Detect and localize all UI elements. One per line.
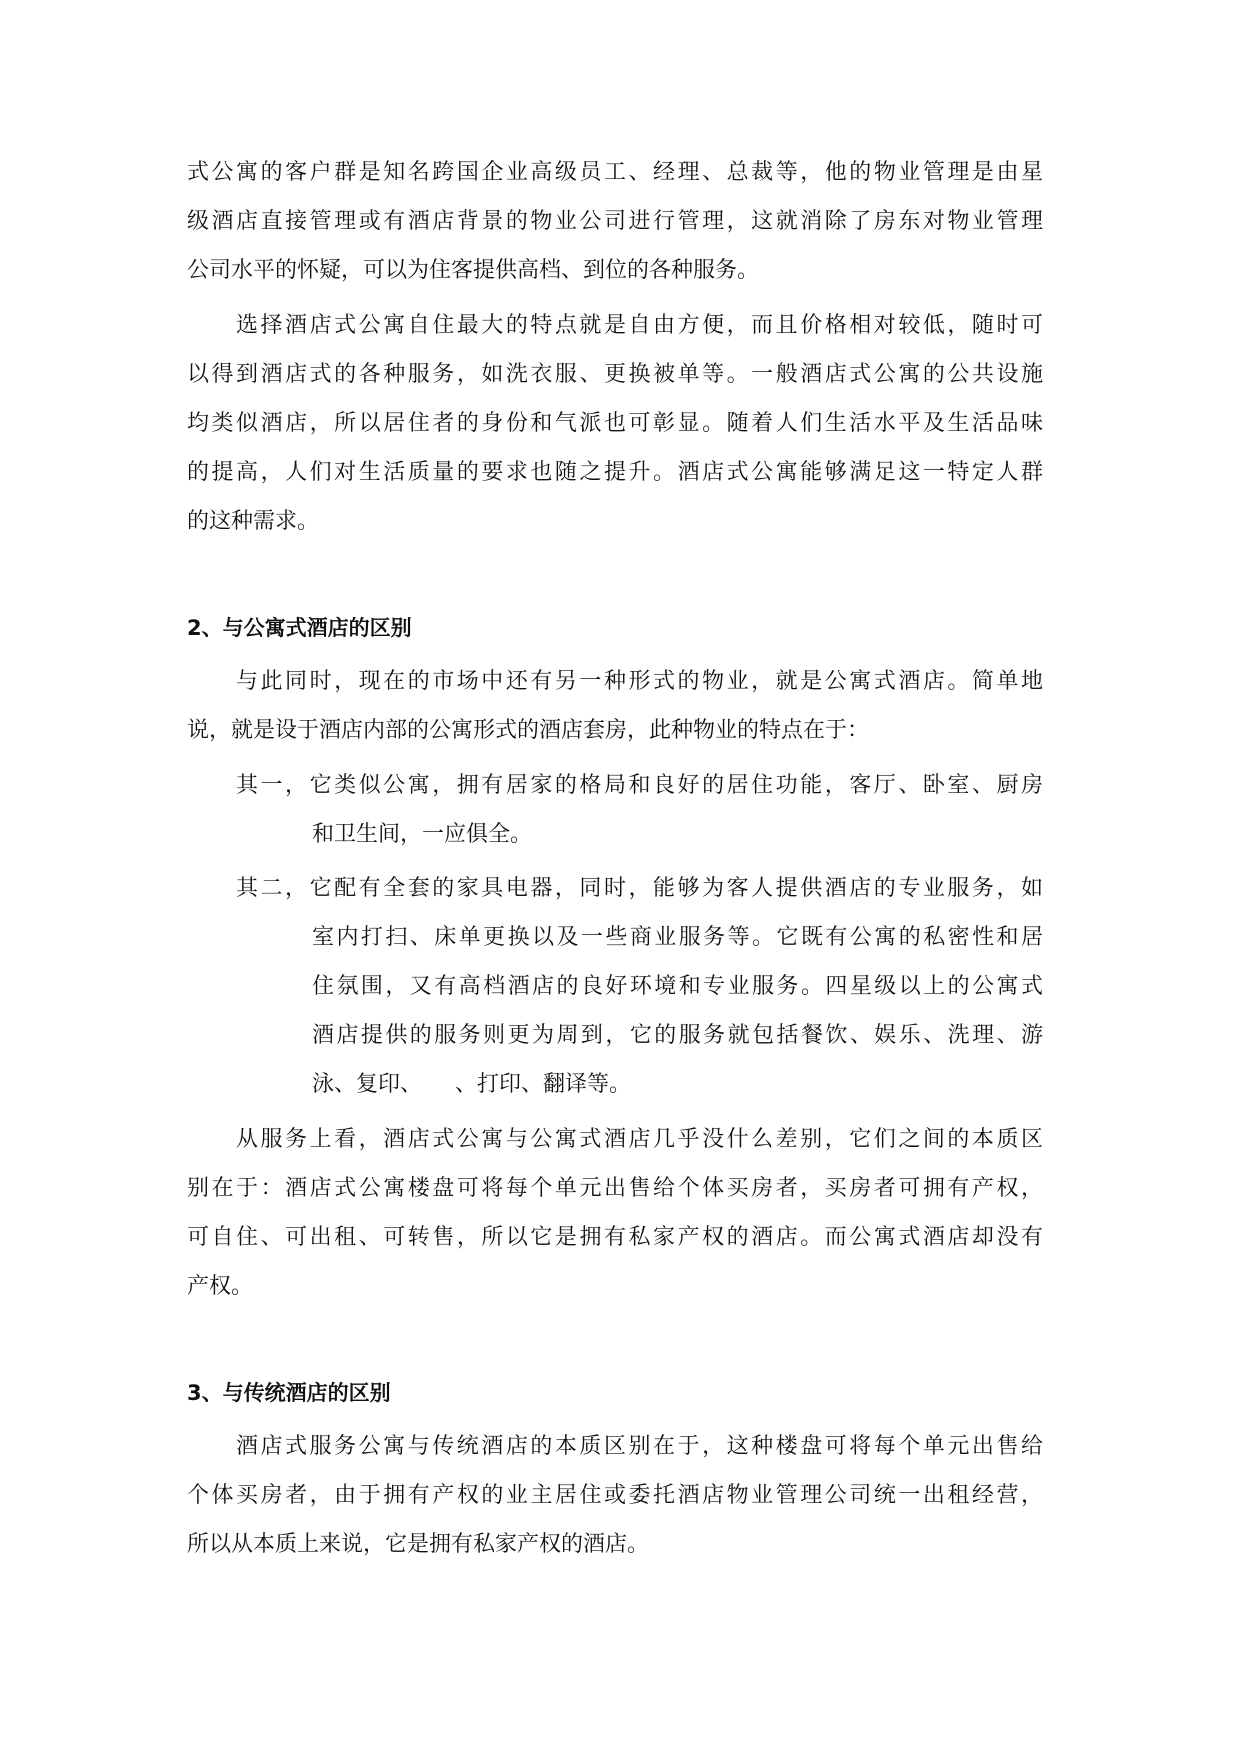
list-item-line: 和卫生间，一应俱全。 <box>312 822 533 847</box>
paragraph-line: 别在于：酒店式公寓楼盘可将每个单元出售给个体买房者，买房者可拥有产权， <box>187 1176 1043 1201</box>
paragraph-line: 以得到酒店式的各种服务，如洗衣服、更换被单等。一般酒店式公寓的公共设施 <box>187 362 1043 387</box>
list-item-line: 其二，它配有全套的家具电器，同时，能够为客人提供酒店的专业服务，如 <box>236 876 1043 901</box>
list-item-line: 酒店提供的服务则更为周到，它的服务就包括餐饮、娱乐、洗理、游 <box>312 1023 1043 1048</box>
paragraph-line: 与此同时，现在的市场中还有另一种形式的物业，就是公寓式酒店。简单地 <box>236 669 1043 694</box>
paragraph-line: 酒店式服务公寓与传统酒店的本质区别在于，这种楼盘可将每个单元出售给 <box>236 1434 1043 1459</box>
list-item-line: 室内打扫、床单更换以及一些商业服务等。它既有公寓的私密性和居 <box>312 925 1043 950</box>
list-item-line: 住氛围，又有高档酒店的良好环境和专业服务。四星级以上的公寓式 <box>312 974 1043 999</box>
paragraph-line: 产权。 <box>187 1274 254 1299</box>
paragraph-line: 从服务上看，酒店式公寓与公寓式酒店几乎没什么差别，它们之间的本质区 <box>236 1127 1043 1152</box>
paragraph-line: 公司水平的怀疑，可以为住客提供高档、到位的各种服务。 <box>187 258 760 283</box>
list-item-line: 其一，它类似公寓，拥有居家的格局和良好的居住功能，客厅、卧室、厨房 <box>236 773 1043 798</box>
paragraph-line: 说，就是设于酒店内部的公寓形式的酒店套房，此种物业的特点在于： <box>187 718 870 743</box>
paragraph-line: 选择酒店式公寓自住最大的特点就是自由方便，而且价格相对较低，随时可 <box>236 313 1043 338</box>
paragraph-line: 可自住、可出租、可转售，所以它是拥有私家产权的酒店。而公寓式酒店却没有 <box>187 1225 1043 1250</box>
list-item-line: 泳、复印、 、打印、翻译等。 <box>312 1072 632 1097</box>
section-3-heading: 3、与传统酒店的区别 <box>187 1381 391 1405</box>
paragraph-line: 级酒店直接管理或有酒店背景的物业公司进行管理，这就消除了房东对物业管理 <box>187 209 1043 234</box>
paragraph-line: 所以从本质上来说，它是拥有私家产权的酒店。 <box>187 1532 650 1557</box>
section-2-heading: 2、与公寓式酒店的区别 <box>187 616 412 640</box>
paragraph-line: 式公寓的客户群是知名跨国企业高级员工、经理、总裁等，他的物业管理是由星 <box>187 160 1043 185</box>
paragraph-line: 个体买房者，由于拥有产权的业主居住或委托酒店物业管理公司统一出租经营， <box>187 1483 1043 1508</box>
paragraph-line: 均类似酒店，所以居住者的身份和气派也可彰显。随着人们生活水平及生活品味 <box>187 411 1043 436</box>
paragraph-line: 的提高，人们对生活质量的要求也随之提升。酒店式公寓能够满足这一特定人群 <box>187 460 1043 485</box>
paragraph-line: 的这种需求。 <box>187 509 320 534</box>
